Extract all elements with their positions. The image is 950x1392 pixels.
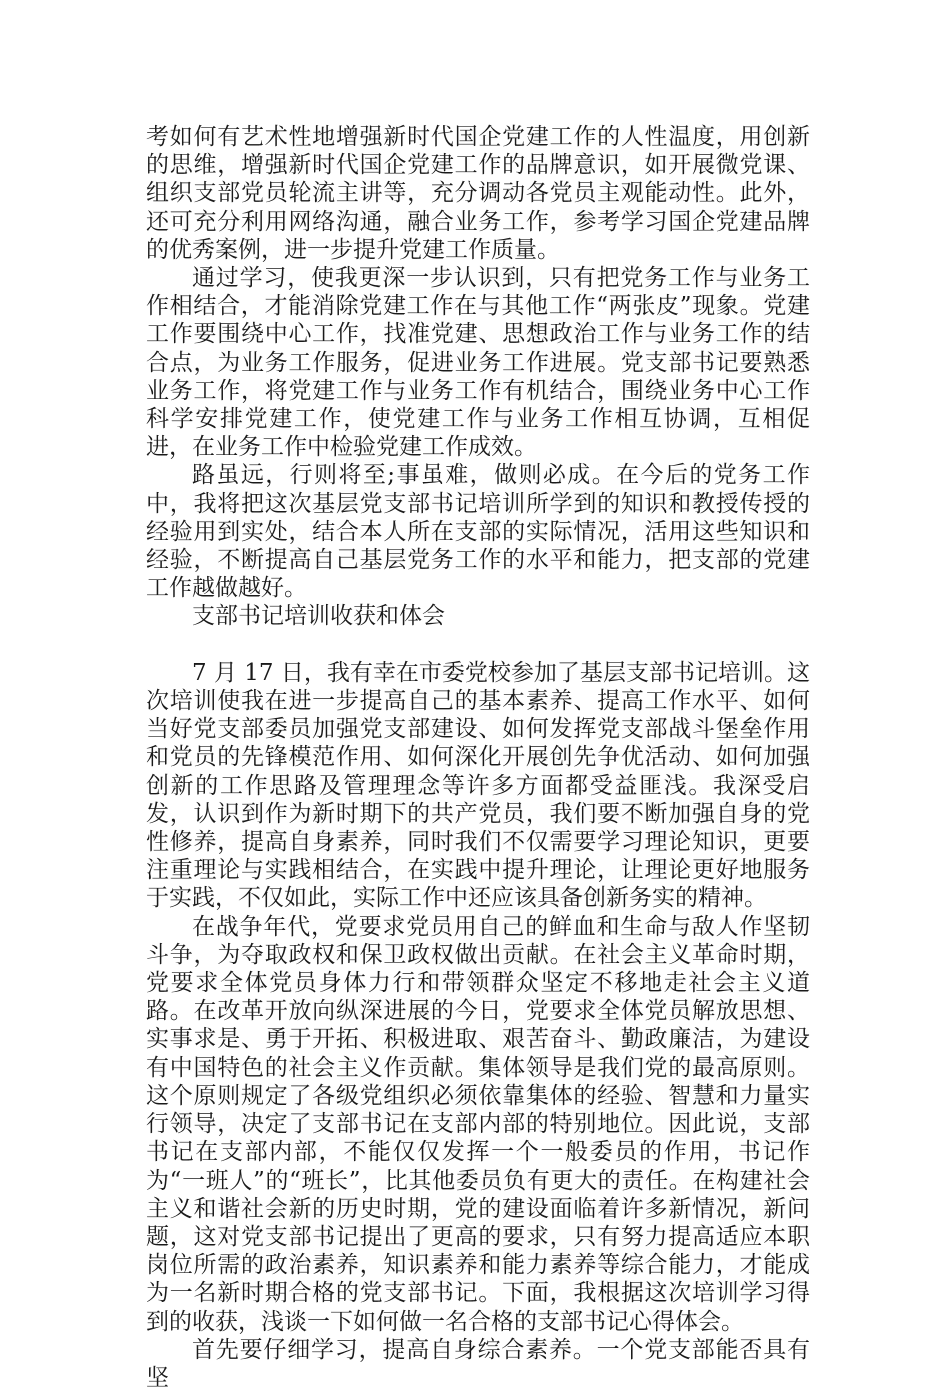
paragraph-conclusion: 路虽远，行则将至;事虽难，做则必成。在今后的党务工作中，我将把这次基层党支部书记培训所学到的知识和教授传授的经验用到实处，结合本人所在支部的实际情况，活用这些知识和经验，不断提高自己基层党务工作的水平和能力，把支部的党建工作越做越好。	[146, 462, 810, 602]
paragraph-first-point: 首先要仔细学习，提高自身综合素养。一个党支部能否具有坚	[146, 1336, 810, 1391]
paragraph-training-intro: 7 月 17 日，我有幸在市委党校参加了基层支部书记培训。这次培训使我在进一步提高自己的基本素养、提高工作水平、如何当好党支部委员加强党支部建设、如何发挥党支部战斗堡垒作用和党员的先锋模范作用、如何深化开展创先争优活动、如何加强创新的工作思路及管理理念等许多方面都受益匪浅。我深受启发，认识到作为新时期下的共产党员，我们要不断加强自身的党性修养，提高自身素养，同时我们不仅需要学习理论知识，更要注重理论与实践相结合，在实践中提升理论，让理论更好地服务于实践，不仅如此，实际工作中还应该具备创新务实的精神。	[146, 659, 810, 912]
blank-line	[146, 631, 810, 659]
section-title: 支部书记培训收获和体会	[192, 603, 445, 630]
paragraph-study-insight: 通过学习，使我更深一步认识到，只有把党务工作与业务工作相结合，才能消除党建工作在与其他工作“两张皮”现象。党建工作要围绕中心工作，找准党建、思想政治工作与业务工作的结合点，为业务工作服务，促进业务工作进展。党支部书记要熟悉业务工作，将党建工作与业务工作有机结合，围绕业务中心工作科学安排党建工作，使党建工作与业务工作相互协调，互相促进，在业务工作中检验党建工作成效。	[146, 265, 810, 461]
document-page	[146, 123, 810, 1392]
paragraph-continuation: 考如何有艺术性地增强新时代国企党建工作的人性温度，用创新的思维，增强新时代国企党建工作的品牌意识，如开展微党课、组织支部党员轮流主讲等，充分调动各党员主观能动性。此外，还可充分利用网络沟通，融合业务工作，参考学习国企党建品牌的优秀案例，进一步提升党建工作质量。	[146, 124, 810, 263]
paragraph-history: 在战争年代，党要求党员用自己的鲜血和生命与敌人作坚韧斗争，为夺取政权和保卫政权做出贡献。在社会主义革命时期，党要求全体党员身体力行和带领群众坚定不移地走社会主义道路。在改革开放向纵深进展的今日，党要求全体党员解放思想、实事求是、勇于开拓、积极进取、艰苦奋斗、勤政廉洁，为建设有中国特色的社会主义作贡献。集体领导是我们党的最高原则。这个原则规定了各级党组织必须依靠集体的经验、智慧和力量实行领导，决定了支部书记在支部内部的特别地位。因此说，支部书记在支部内部，不能仅仅发挥一个一般委员的作用，书记作为“一班人”的“班长”，比其他委员负有更大的责任。在构建社会主义和谐社会新的历史时期，党的建设面临着许多新情况，新问题，这对党支部书记提出了更高的要求，只有努力提高适应本职岗位所需的政治素养，知识素养和能力素养等综合能力，才能成为一名新时期合格的党支部书记。下面，我根据这次培训学习得到的收获，浅谈一下如何做一名合格的支部书记心得体会。	[146, 913, 810, 1335]
